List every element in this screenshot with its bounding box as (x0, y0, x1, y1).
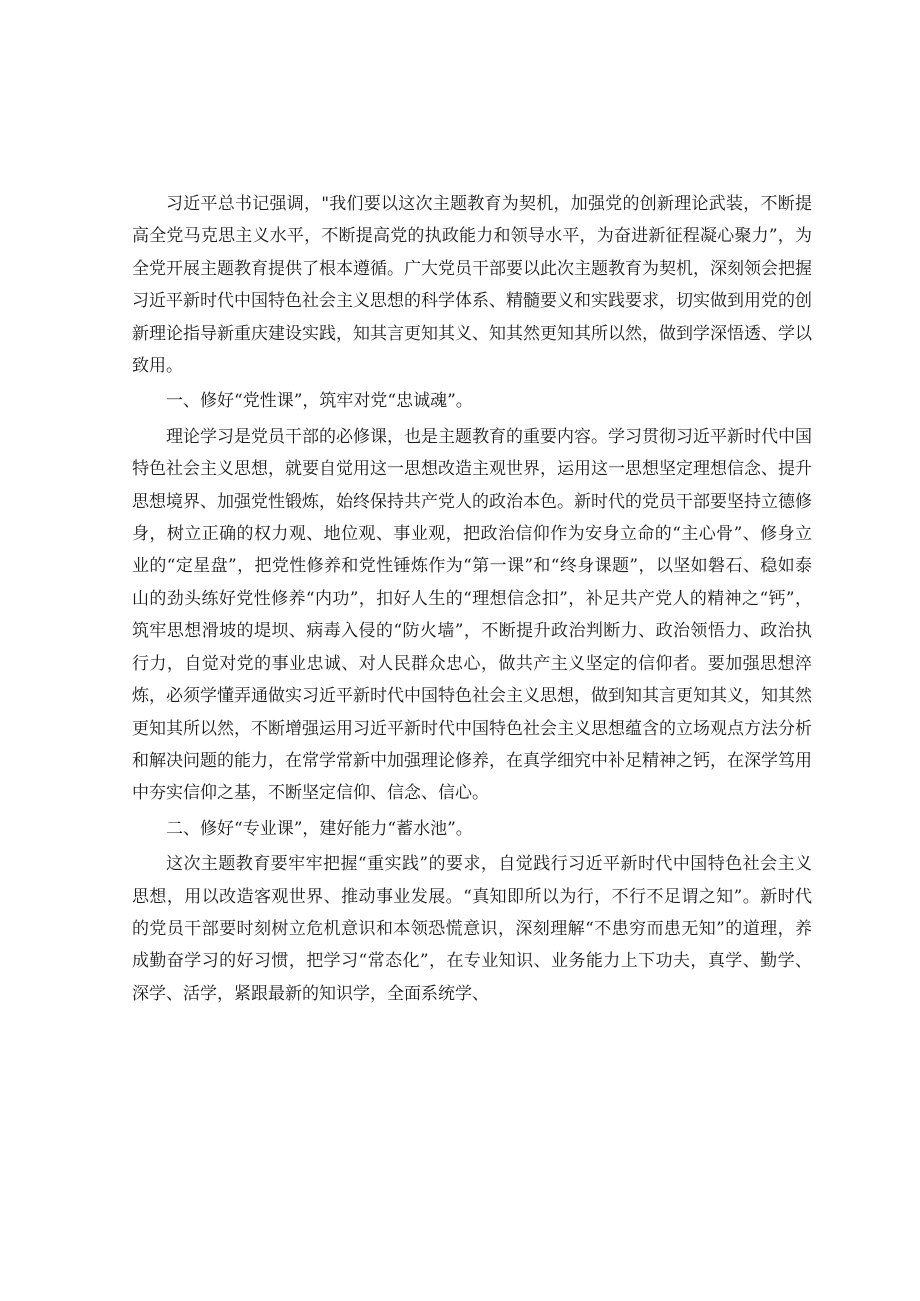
section-heading-2: 二、修好“专业课”，建好能力“蓄水池”。 (166, 818, 473, 839)
section-heading-1: 一、修好“党性课”，筑牢对党“忠诚魂”。 (166, 391, 473, 412)
document-body (132, 188, 812, 1013)
paragraph-section-1: 理论学习是党员干部的必修课，也是主题教育的重要内容。学习贯彻习近平新时代中国特色社会主义思想，就要自觉用这一思想改造主观世界，运用这一思想坚定理想信念、提升思想境界、加强党性锻炼，始终保持共产党人的政治本色。新时代的党员干部要坚持立德修身，树立正确的权力观、地位观、事业观，把政治信仰作为安身立命的“主心骨”、修身立业的“定星盘”，把党性修养和党性锤炼作为“第一课”和“终身课题”，以坚如磐石、稳如泰山的劲头练好党性修养“内功”，扣好人生的“理想信念扣”，补足共产党人的精神之“钙”，筑牢思想滑坡的堤坝、病毒入侵的“防火墙”，不断提升政治判断力、政治领悟力、政治执行力，自觉对党的事业忠诚、对人民群众忠心，做共产主义坚定的信仰者。要加强思想淬炼，必须学懂弄通做实习近平新时代中国特色社会主义思想，做到知其言更知其义，知其然更知其所以然，不断增强运用习近平新时代中国特色社会主义思想蕴含的立场观点方法分析和解决问题的能力，在常学常新中加强理论修养，在真学细究中补足精神之钙，在深学笃用中夯实信仰之基，不断坚定信仰、信念、信心。 (132, 426, 812, 804)
paragraph-section-2: 这次主题教育要牢牢把握“重实践”的要求，自觉践行习近平新时代中国特色社会主义思想，用以改造客观世界、推动事业发展。“真知即所以为行，不行不足谓之知”。新时代的党员干部要时刻树立危机意识和本领恐慌意识，深刻理解“不患穷而患无知”的道理，养成勤奋学习的好习惯，把学习“常态化”，在专业知识、业务能力上下功夫，真学、勤学、深学、活学，紧跟最新的知识学，全面系统学、 (132, 854, 812, 1004)
paragraph-intro: 习近平总书记强调，"我们要以这次主题教育为契机，加强党的创新理论武装，不断提高全党马克思主义水平，不断提高党的执政能力和领导水平，为奋进新征程凝心聚力”，为全党开展主题教育提供了根本遵循。广大党员干部要以此次主题教育为契机，深刻领会把握习近平新时代中国特色社会主义思想的科学体系、精髓要义和实践要求，切实做到用党的创新理论指导新重庆建设实践，知其言更知其义、知其然更知其所以然，做到学深悟透、学以致用。 (132, 194, 812, 377)
